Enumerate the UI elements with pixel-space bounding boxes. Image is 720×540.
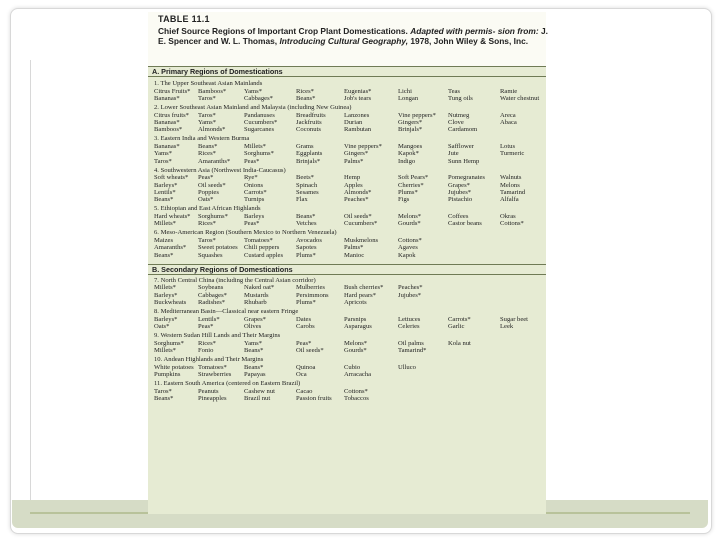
crop-cell: Yams* xyxy=(244,87,263,95)
crop-cell: Mustards xyxy=(244,291,269,299)
crop-cell: Peaches* xyxy=(398,284,423,292)
crop-cell: Beets* xyxy=(296,174,314,182)
crop-cell: Pomegranates xyxy=(448,174,485,182)
crop-cell: Rices* xyxy=(198,150,216,158)
crop-cell: Safflower xyxy=(448,143,474,151)
crop-cell: Breadfruits xyxy=(296,111,326,119)
crop-cell: Celeries xyxy=(398,322,420,330)
crop-cell: Cottons* xyxy=(398,237,422,244)
crop-cell: Melons* xyxy=(344,339,368,347)
crop-cell: Beans* xyxy=(296,213,316,220)
region-title: 8. Mediterranean Basin—Classical near eastern Fringe xyxy=(154,307,299,315)
crop-cell: Beans* xyxy=(154,251,174,259)
crop-cell: Onions xyxy=(244,181,264,189)
crop-cell: Sesames xyxy=(296,189,319,196)
crop-cell: Bananas* xyxy=(154,143,180,151)
crop-cell: Taros* xyxy=(198,95,216,103)
crop-cell: Arracacha xyxy=(344,370,372,378)
region-title: 2. Lower Southeast Asian Mainland and Malaysia (including New Guinea) xyxy=(154,104,352,111)
crop-cell: Taros* xyxy=(198,111,216,119)
crop-cell: Job's tears xyxy=(344,95,372,103)
crop-cell: Almonds* xyxy=(344,189,372,196)
crop-cell: Soybeans xyxy=(198,284,224,292)
crop-cell: Ulluco xyxy=(398,363,416,371)
section-secondary-heading: B. Secondary Regions of Domestications xyxy=(152,264,293,274)
crop-cell: Turnips xyxy=(244,196,265,204)
crop-cell: Lentils* xyxy=(154,189,176,196)
crop-cell: Cardamom xyxy=(448,126,478,134)
crop-cell: Eggplants xyxy=(296,150,323,158)
region-title: 7. North Central China (including the Central Asian corridor) xyxy=(154,276,316,284)
crop-cell: Rices* xyxy=(198,220,216,228)
crop-cell: Peas* xyxy=(244,157,260,165)
crop-cell: Oil palms xyxy=(398,339,424,347)
table-title: Chief Source Regions of Important Crop Plant Domestications. Adapted with permis- sion from: J. E. Spencer and W. L. Thomas, Introducing Cultural Geography, 1978, John Wiley & Sons, Inc. xyxy=(158,26,548,46)
crop-cell: Figs xyxy=(398,196,410,204)
crop-cell: Naked oat* xyxy=(244,284,275,292)
section-primary-heading: A. Primary Regions of Domestications xyxy=(152,67,283,76)
crop-cell: Oil seeds* xyxy=(296,346,324,354)
crop-cell: Apricots xyxy=(344,298,367,306)
crop-cell: Tamarind* xyxy=(398,346,427,354)
crop-cell: Bananas* xyxy=(154,119,180,127)
crop-cell: Peas* xyxy=(296,339,312,347)
crop-cell: Yams* xyxy=(154,150,173,158)
crop-cell: Millets* xyxy=(244,143,266,151)
region-title: 5. Ethiopian and East African Highlands xyxy=(154,205,261,213)
crop-cell: Beans* xyxy=(244,346,264,354)
crop-cell: Durian xyxy=(344,119,363,127)
crop-cell: Vine peppers* xyxy=(344,143,382,151)
crop-cell: Millets* xyxy=(154,284,176,292)
crop-cell: Water chestnut xyxy=(500,95,540,103)
crop-cell: Tobaccos xyxy=(344,394,369,402)
crop-cell: Mulberries xyxy=(296,284,325,292)
crop-cell: Plums* xyxy=(398,189,418,196)
crop-cell: Pumpkins xyxy=(154,370,181,378)
crop-cell: Hemp xyxy=(344,174,361,182)
crop-cell: Areca xyxy=(500,111,516,119)
region-title: 11. Eastern South America (centered on Eastern Brazil) xyxy=(154,379,301,387)
crop-domestication-table xyxy=(148,66,546,514)
crop-cell: Almonds* xyxy=(198,126,226,134)
crop-cell: Walnuts xyxy=(500,174,522,182)
crop-cell: Fonio xyxy=(198,346,214,354)
crop-cell: Tung oils xyxy=(448,95,473,103)
crop-cell: Poppies xyxy=(198,189,219,196)
crop-cell: Oca xyxy=(296,370,307,378)
crop-cell: Sorghums* xyxy=(244,150,274,158)
crop-cell: Tomatoes* xyxy=(244,237,273,244)
crop-cell: Beans* xyxy=(296,95,316,103)
crop-cell: Avocados xyxy=(296,237,322,244)
crop-cell: Amaranths* xyxy=(154,244,187,252)
crop-cell: Cabbages* xyxy=(198,291,227,299)
crop-cell: Jujubes* xyxy=(448,189,472,196)
crop-cell: Clove xyxy=(448,119,464,127)
crop-cell: Beans* xyxy=(198,143,218,151)
crop-cell: Oil seeds* xyxy=(198,181,226,189)
crop-cell: Melons* xyxy=(398,213,422,220)
crop-cell: Agaves xyxy=(398,244,418,252)
crop-cell: Bamboos* xyxy=(154,126,183,134)
crop-cell: Teas xyxy=(448,87,460,95)
crop-cell: Squashes xyxy=(198,251,223,259)
crop-cell: Coconuts xyxy=(296,126,321,134)
crop-cell: Apples xyxy=(344,181,363,189)
crop-cell: Pistachio xyxy=(448,196,473,204)
crop-cell: Gourds* xyxy=(398,220,421,228)
crop-cell: Peas* xyxy=(198,322,214,330)
crop-cell: Amaranths* xyxy=(198,157,231,165)
crop-cell: Pineapples xyxy=(198,394,227,402)
crop-cell: Beans* xyxy=(244,363,264,371)
crop-cell: Passion fruits xyxy=(296,394,332,402)
crop-cell: Turmeric xyxy=(500,150,525,158)
crop-cell: Millets* xyxy=(154,220,176,228)
crop-cell: Longan xyxy=(398,95,419,103)
slide-left-rule xyxy=(30,60,31,512)
crop-cell: Grams xyxy=(296,143,314,151)
crop-cell: Barleys xyxy=(244,213,265,220)
crop-cell: Vetches xyxy=(296,220,317,228)
crop-cell: Muskmelons xyxy=(344,237,379,244)
crop-cell: Grapes* xyxy=(244,315,266,323)
crop-cell: Palms* xyxy=(344,244,364,252)
crop-cell: Barleys* xyxy=(154,181,178,189)
crop-cell: Sorghums* xyxy=(198,213,228,220)
crop-cell: Rices* xyxy=(198,339,216,347)
crop-cell: Lettuces xyxy=(398,315,421,323)
crop-cell: Rices* xyxy=(296,87,314,95)
crop-cell: Tamarind xyxy=(500,189,526,196)
crop-cell: Taros* xyxy=(198,237,216,244)
crop-cell: Custard apples xyxy=(244,251,284,259)
crop-cell: Cottons* xyxy=(344,387,368,395)
crop-cell: Rye* xyxy=(244,174,258,182)
crop-cell: Chili peppers xyxy=(244,244,280,252)
crop-cell: Carrots* xyxy=(244,189,267,196)
crop-cell: Peaches* xyxy=(344,196,369,204)
crop-cell: Peanuts xyxy=(198,387,219,395)
crop-cell: Sugar beet xyxy=(500,315,529,323)
crop-cell: Abaca xyxy=(500,119,517,127)
crop-cell: Plums* xyxy=(296,298,316,306)
crop-cell: Cashew nut xyxy=(244,387,275,395)
crop-cell: Peas* xyxy=(198,174,214,182)
crop-cell: Oats* xyxy=(198,196,214,204)
crop-cell: Taros* xyxy=(154,157,172,165)
crop-cell: Cucumbers* xyxy=(344,220,378,228)
crop-cell: Melons xyxy=(500,181,520,189)
crop-cell: Radishes* xyxy=(198,298,226,306)
crop-cell: Gingers* xyxy=(398,119,423,127)
crop-cell: Lotus xyxy=(500,143,516,151)
crop-cell: Taros* xyxy=(154,387,172,395)
crop-cell: Papayas xyxy=(244,370,266,378)
crop-cell: Garlic xyxy=(448,322,465,330)
crop-cell: Parsnips xyxy=(344,315,367,323)
crop-cell: Oil seeds* xyxy=(344,213,372,220)
crop-cell: Palms* xyxy=(344,157,364,165)
crop-cell: Brinjals* xyxy=(296,157,321,165)
crop-cell: White potatoes xyxy=(154,363,194,371)
crop-cell: Eugenias* xyxy=(344,87,372,95)
crop-cell: Mangoes xyxy=(398,143,423,151)
region-title: 4. Southwestern Asia (Northwest India-Caucasus) xyxy=(154,166,286,174)
crop-cell: Castor beans xyxy=(448,220,482,228)
region-title: 6. Meso-American Region (Southern Mexico to Northern Venezuela) xyxy=(154,229,337,237)
crop-cell: Dates xyxy=(296,315,312,323)
crop-cell: Brazil nut xyxy=(244,394,271,402)
crop-cell: Vine peppers* xyxy=(398,111,436,119)
crop-cell: Lanzones xyxy=(344,111,370,119)
crop-cell: Lentils* xyxy=(198,315,220,323)
crop-cell: Carrots* xyxy=(448,315,471,323)
crop-cell: Beans* xyxy=(154,196,174,204)
crop-cell: Carobs xyxy=(296,322,315,330)
crop-cell: Cherries* xyxy=(398,181,424,189)
crop-cell: Hard pears* xyxy=(344,291,377,299)
crop-cell: Citrus fruits* xyxy=(154,111,189,119)
crop-cell: Citrus Fruits* xyxy=(154,87,191,95)
crop-cell: Bamboos* xyxy=(198,87,227,95)
crop-cell: Maizes xyxy=(154,237,174,244)
crop-cell: Nutmeg xyxy=(448,111,470,119)
crop-cell: Sunn Hemp xyxy=(448,157,480,165)
crop-cell: Quinoa xyxy=(296,363,316,371)
crop-cell: Grapes* xyxy=(448,181,470,189)
crop-cell: Soft wheats* xyxy=(154,174,189,182)
crop-cell: Peas* xyxy=(244,220,260,228)
crop-cell: Flax xyxy=(296,196,308,204)
crop-cell: Kapok* xyxy=(398,150,419,158)
crop-cell: Spinach xyxy=(296,181,318,189)
crop-cell: Manioc xyxy=(344,251,365,259)
crop-cell: Rhubarb xyxy=(244,298,267,306)
table-number: TABLE 11.1 xyxy=(158,14,210,24)
crop-cell: Jujubes* xyxy=(398,291,422,299)
crop-cell: Asparagus xyxy=(344,322,372,330)
crop-cell: Pandanuses xyxy=(244,111,275,119)
crop-cell: Jute xyxy=(448,150,459,158)
crop-cell: Brinjals* xyxy=(398,126,423,134)
crop-cell: Olives xyxy=(244,322,262,330)
crop-cell: Yams* xyxy=(198,119,217,127)
crop-cell: Millets* xyxy=(154,346,176,354)
crop-cell: Plums* xyxy=(296,251,316,259)
crop-cell: Alfalfa xyxy=(500,196,519,204)
crop-cell: Barleys* xyxy=(154,291,178,299)
region-title: 9. Western Sudan Hill Lands and Their Margins xyxy=(154,331,281,339)
crop-cell: Lichi xyxy=(398,87,412,95)
crop-cell: Kola nut xyxy=(448,339,471,347)
crop-cell: Cabbages* xyxy=(244,95,273,103)
crop-cell: Ramie xyxy=(500,87,518,95)
crop-cell: Bush cherries* xyxy=(344,284,384,292)
crop-cell: Cucumbers* xyxy=(244,119,278,127)
crop-cell: Coffees xyxy=(448,213,469,220)
crop-cell: Jackfruits xyxy=(296,119,322,127)
crop-cell: Persimmons xyxy=(296,291,329,299)
crop-cell: Sapotes xyxy=(296,244,317,252)
crop-cell: Sugarcanes xyxy=(244,126,275,134)
crop-cell: Gingers* xyxy=(344,150,369,158)
region-title: 10. Andean Highlands and Their Margins xyxy=(154,355,264,363)
crop-cell: Oats* xyxy=(154,322,170,330)
crop-cell: Tomatoes* xyxy=(198,363,227,371)
crop-cell: Sweet potatoes xyxy=(198,244,238,252)
crop-cell: Rambutan xyxy=(344,126,372,134)
crop-cell: Hard wheats* xyxy=(154,213,191,220)
crop-cell: Gourds* xyxy=(344,346,367,354)
crop-cell: Indigo xyxy=(398,157,416,165)
crop-cell: Sorghums* xyxy=(154,339,184,347)
region-title: 1. The Upper Southeast Asian Mainlands xyxy=(154,80,263,87)
crop-cell: Kapok xyxy=(398,251,416,259)
crop-cell: Bananas* xyxy=(154,95,180,103)
crop-cell: Cubio xyxy=(344,363,361,371)
crop-cell: Yams* xyxy=(244,339,263,347)
crop-cell: Cottons* xyxy=(500,220,524,228)
crop-cell: Cacao xyxy=(296,387,313,395)
crop-cell: Barleys* xyxy=(154,315,178,323)
crop-cell: Soft Pears* xyxy=(398,174,429,182)
crop-cell: Beans* xyxy=(154,394,174,402)
region-title: 3. Eastern India and Western Burma xyxy=(154,135,250,143)
crop-cell: Leek xyxy=(500,322,514,330)
table-caption xyxy=(158,14,548,46)
crop-cell: Buckwheats xyxy=(154,298,187,306)
crop-cell: Strawberries xyxy=(198,370,232,378)
crop-cell: Okras xyxy=(500,213,516,220)
